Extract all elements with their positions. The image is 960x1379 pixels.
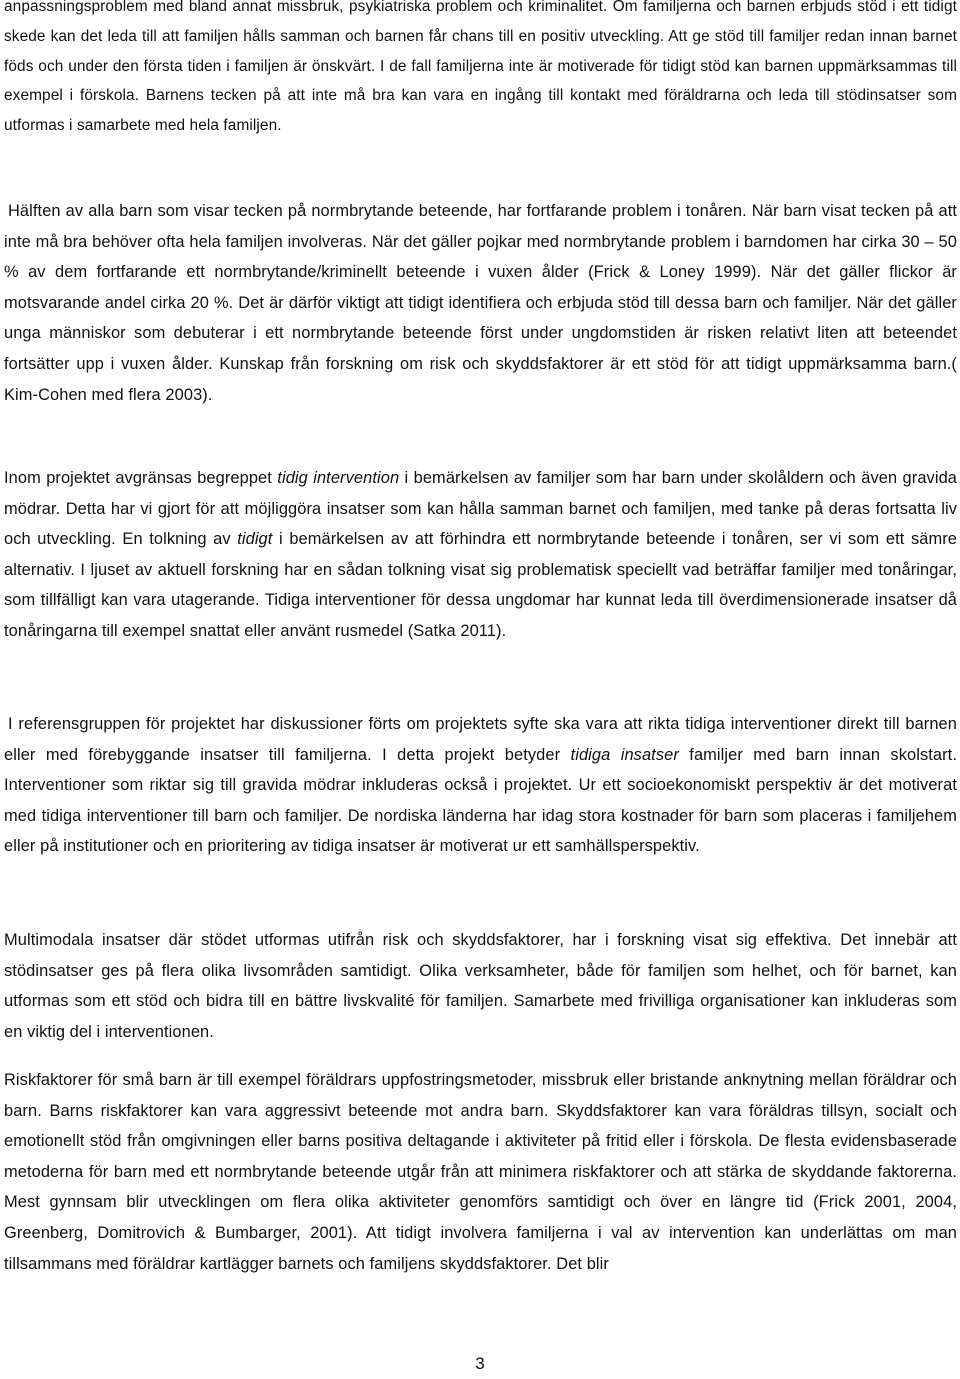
text-run: Riskfaktorer för små barn är till exempel föräldrars uppfostringsmetoder, missbruk eller bristande anknytning mellan föräldrar och barn. Barns riskfaktorer kan vara aggressivt beteende mot andra barn. Skyddsfaktorer kan vara föräldras tillsyn, socialt och emotionellt stöd från omgivningen eller barns positiva deltagande i aktiviteter på fritid eller i förskola. De flesta evidensbaserade metoderna för barn med ett normbrytande beteende utgår från att minimera riskfaktorer och att stärka de skyddande faktorerna. Mest gynnsam blir utvecklingen om flera olika aktiviteter genomförs samtidigt och över en längre tid (Frick 2001, 2004, Greenberg, Domitrovich & Bumbarger, 2001). Att tidigt involvera familjerna i val av intervention kan underlättas om man tillsammans med föräldrar kartlägger barnets och familjens skyddsfaktorer. Det blir — [4, 1071, 957, 1273]
text-run: Hälften av alla barn som visar tecken på normbrytande beteende, har fortfarande problem i tonåren. När barn visat tecken på att inte må bra behöver ofta hela familjen involveras. När det gäller pojkar med normbrytande problem i barndomen har cirka 30 – 50 % av dem fortfarande ett normbrytande/kriminellt beteende i vuxen ålder (Frick & Loney 1999). När det gäller flickor är motsvarande andel cirka 20 %. Det är därför viktigt att tidigt identifiera och erbjuda stöd till dessa barn och familjer. När det gäller unga människor som debuterar i ett normbrytande beteende först under ungdomstiden är risken relativt liten att beteendet fortsätter upp i vuxen ålder. Kunskap från forskning om risk och skyddsfaktorer är ett stöd för att tidigt uppmärksamma barn.( Kim-Cohen med flera 2003). — [4, 202, 957, 404]
paragraph-5 — [4, 925, 957, 1047]
italic-term: tidiga insatser — [570, 745, 679, 764]
page-number: 3 — [475, 1354, 485, 1373]
italic-term: tidigt — [237, 530, 273, 549]
italic-term: tidig intervention — [277, 469, 400, 487]
text-run: anpassningsproblem med bland annat missbruk, psykiatriska problem och kriminalitet. Om familjerna och barnen erbjuds stöd i ett tidigt skede kan det leda till att familjen hålls samman och barnen får chans till en positiv utveckling. Att ge stöd till familjer redan innan barnet föds och under den första tiden i familjen är önskvärt. I de fall familjerna inte är motiverade för tidigt stöd kan barnen uppmärksammas till exempel i förskola. Barnens tecken på att inte må bra kan vara en ingång till kontakt med föräldrarna och leda till stödinsatser som utformas i samarbete med hela familjen. — [4, 0, 957, 135]
text-run: i bemärkelsen av familjer som har barn under skolåldern och även gravida mödrar. Detta har vi gjort för att möjliggöra insatser som kan hålla samman barnet och familjen, med tanke på deras fortsatta liv och utveckling. En tolkning av — [4, 469, 958, 549]
paragraph-4 — [4, 709, 957, 862]
paragraph-1 — [4, 0, 957, 141]
text-run: Inom projektet avgränsas begreppet — [4, 469, 278, 487]
text-run: Multimodala insatser där stödet utformas utifrån risk och skyddsfaktorer, har i forskning visat sig effektiva. Det innebär att stödinsatser ges på flera olika livsområden samtidigt. Olika verksamheter, både för familjen som helhet, och för barnet, kan utformas som ett stöd och bidra till en bättre livskvalité för familjen. Samarbete med frivilliga organisationer kan inkluderas som en viktig del i interventionen. — [4, 931, 957, 1041]
text-run: I referensgruppen för projektet har diskussioner förts om projektets syfte ska vara att rikta tidiga interventioner direkt till barnen eller med förebyggande insatser till familjerna. I detta projekt betyder — [4, 715, 957, 764]
paragraph-3 — [4, 463, 957, 647]
text-run: familjer med barn innan skolstart. Interventioner som riktar sig till gravida mödrar inkluderas också i projektet. Ur ett socioekonomiskt perspektiv är det motiverat med tidiga interventioner till barn och familjer. De nordiska länderna har idag stora kostnader för barn som placeras i familjehem eller på institutioner och en prioritering av tidiga insatser är motiverat ur ett samhällsperspektiv. — [4, 745, 957, 856]
paragraph-2 — [4, 196, 957, 410]
text-run: i bemärkelsen av att förhindra ett normbrytande beteende i tonåren, ser vi som ett sämre alternativ. I ljuset av aktuell forskning har en sådan tolkning visat sig problematisk speciellt vad beträffar familjer med tonåringar, som tillfälligt kan vara utagerande. Tidiga interventioner för dessa ungdomar har kunnat leda till överdimensionerade insatser då tonåringarna till exempel snattat eller använt rusmedel (Satka 2011). — [4, 530, 957, 640]
paragraph-6 — [4, 1065, 957, 1279]
